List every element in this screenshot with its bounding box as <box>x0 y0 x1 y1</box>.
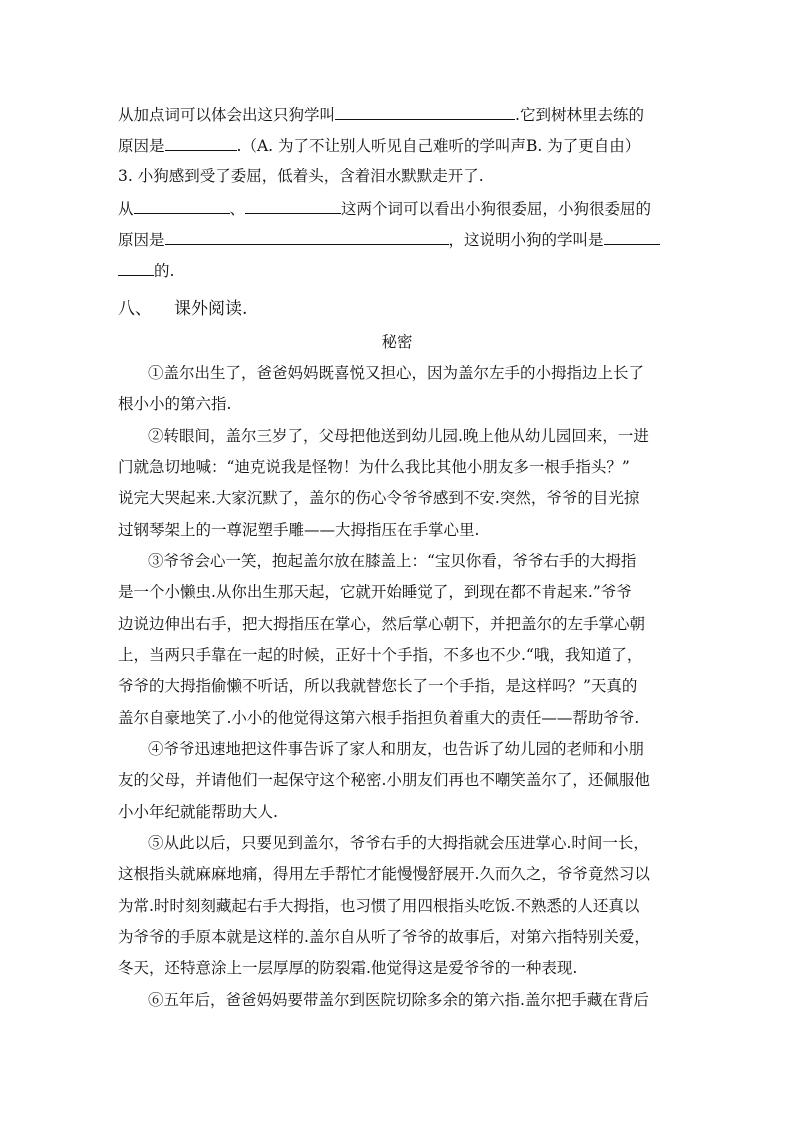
story-line: 盖尔自豪地笑了.小小的他觉得这第六根手指担负着重大的责任——帮助爷爷. <box>118 709 640 727</box>
answer-blank[interactable] <box>165 135 237 151</box>
story-line: ①盖尔出生了，爸爸妈妈既喜悦又担心，因为盖尔左手的小拇指边上长了 <box>148 364 645 382</box>
story-line: 上，当两只手靠在一起的时候，正好十个手指，不多也不少.“哦，我知道了， <box>118 646 643 664</box>
exercise-text: 的. <box>154 262 175 280</box>
exercise-text: 原因是 <box>118 137 165 155</box>
exercise-text: 原因是 <box>118 231 165 249</box>
story-line: ④爷爷迅速地把这件事告诉了家人和朋友，也告诉了幼儿园的老师和小朋 <box>148 740 645 758</box>
story-line: 为常.时时刻刻藏起右手大拇指，也习惯了用四根指头吃饭.不熟悉的人还真以 <box>118 897 640 915</box>
exercise-question-3: 3. 小狗感到受了委屈，低着头，含着泪水默默走开了. <box>118 167 484 185</box>
exercise-line-2 <box>118 135 678 156</box>
story-line: ⑤从此以后，只要见到盖尔，爷爷右手的大拇指就会压进掌心.时间一长， <box>148 834 649 852</box>
exercise-text: .（A. 为了不让别人听见自己难听的学叫声B. 为了更自由） <box>236 137 641 155</box>
exercise-line-4 <box>118 198 678 219</box>
story-line: 为爷爷的手原本就是这样的.盖尔自从听了爷爷的故事后，对第六指特别关爱， <box>118 928 650 946</box>
exercise-text: .它到树林里去练的 <box>515 106 644 124</box>
exercise-line-5 <box>118 229 678 250</box>
answer-blank[interactable] <box>134 198 230 214</box>
answer-blank[interactable] <box>165 229 449 245</box>
exercise-text: 从加点词可以体会出这只狗学叫 <box>118 106 336 124</box>
story-line: 根小小的第六指. <box>118 395 232 413</box>
exercise-line-6 <box>118 260 678 281</box>
section-heading <box>118 298 247 320</box>
exercise-text: ，这说明小狗的学叫是 <box>448 231 604 249</box>
story-title: 秘密 <box>381 333 413 351</box>
exercise-text: 这两个词可以看出小狗很委屈，小狗很委屈的 <box>341 200 652 218</box>
story-line: ③爷爷会心一笑，抱起盖尔放在膝盖上：“宝贝你看，爷爷右手的大拇指 <box>148 552 637 570</box>
story-line: ⑥五年后，爸爸妈妈要带盖尔到医院切除多余的第六指.盖尔把手藏在背后 <box>148 991 649 1009</box>
story-line: 这根指头就麻麻地痛，得用左手帮忙才能慢慢舒展开.久而久之，爷爷竟然习以 <box>118 865 650 883</box>
answer-blank[interactable] <box>604 229 660 245</box>
story-line: 门就急切地喊：“迪克说我是怪物！为什么我比其他小朋友多一根手指头？” <box>118 458 630 476</box>
exercise-text: 、 <box>229 200 246 218</box>
section-title: 课外阅读. <box>174 299 248 319</box>
story-line: 说完大哭起来.大家沉默了，盖尔的伤心令爷爷感到不安.突然，爷爷的目光掠 <box>118 489 640 507</box>
answer-blank[interactable] <box>118 260 154 276</box>
story-line: 爷爷的大拇指偷懒不听话，所以我就替您长了一个手指，是这样吗？”天真的 <box>118 677 638 695</box>
exercise-line-1 <box>118 104 678 125</box>
answer-blank[interactable] <box>245 198 341 214</box>
story-line: ②转眼间，盖尔三岁了，父母把他送到幼儿园.晚上他从幼儿园回来，一进 <box>148 427 649 445</box>
story-line: 小小年纪就能帮助大人. <box>118 803 278 821</box>
story-line: 冬天，还特意涂上一层厚厚的防裂霜.他觉得这是爱爷爷的一种表现. <box>118 959 578 977</box>
story-line: 友的父母，并请他们一起保守这个秘密.小朋友们再也不嘲笑盖尔了，还佩服他 <box>118 771 650 789</box>
section-number: 八、 <box>118 299 152 319</box>
answer-blank[interactable] <box>335 104 515 120</box>
exercise-text: 从 <box>118 200 134 218</box>
story-line: 过钢琴架上的一尊泥塑手雕——大拇指压在手掌心里. <box>118 521 480 539</box>
story-line: 边说边伸出右手，把大拇指压在掌心，然后掌心朝下，并把盖尔的左手掌心朝 <box>118 615 646 633</box>
story-line: 是一个小懒虫.从你出生那天起，它就开始睡觉了，到现在都不肯起来.”爷爷 <box>118 583 632 601</box>
